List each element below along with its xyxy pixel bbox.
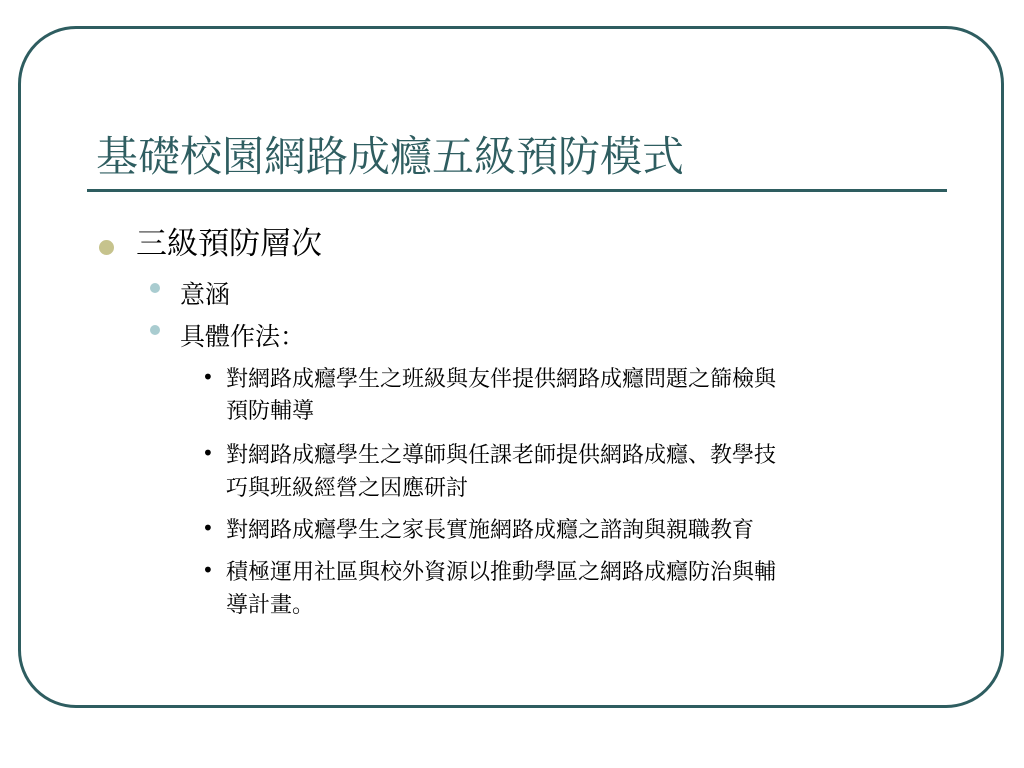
level3-item-line: 預防輔導 [226, 399, 315, 424]
level3-item-line: 積極運用社區與校外資源以推動學區之網路成癮防治與輔 [226, 560, 777, 585]
level3-item-line: 對網路成癮學生之家長實施網路成癮之諮詢與親職教育 [226, 518, 755, 543]
level3-item-line: 對網路成癮學生之班級與友伴提供網路成癮問題之篩檢與 [226, 367, 777, 392]
level1-item: 三級預防層次 [136, 226, 322, 262]
level2-item-practices: 具體作法： [180, 322, 306, 351]
level1-bullet-icon [99, 240, 114, 255]
level3-bullet-icon: • [202, 365, 214, 389]
level2-item-meaning: 意涵 [180, 280, 231, 309]
slide-title: 基礎校園網路成癮五級預防模式 [96, 132, 685, 181]
title-underline [87, 189, 947, 192]
level2-bullet-icon [150, 325, 160, 335]
level3-bullet-icon: • [202, 516, 214, 540]
level3-bullet-icon: • [202, 558, 214, 582]
level3-item-line: 導計畫。 [226, 593, 315, 618]
level3-item-line: 巧與班級經營之因應研討 [226, 476, 469, 501]
level2-bullet-icon [150, 283, 160, 293]
level3-item-line: 對網路成癮學生之導師與任課老師提供網路成癮、教學技 [226, 443, 777, 468]
level3-bullet-icon: • [202, 441, 214, 465]
